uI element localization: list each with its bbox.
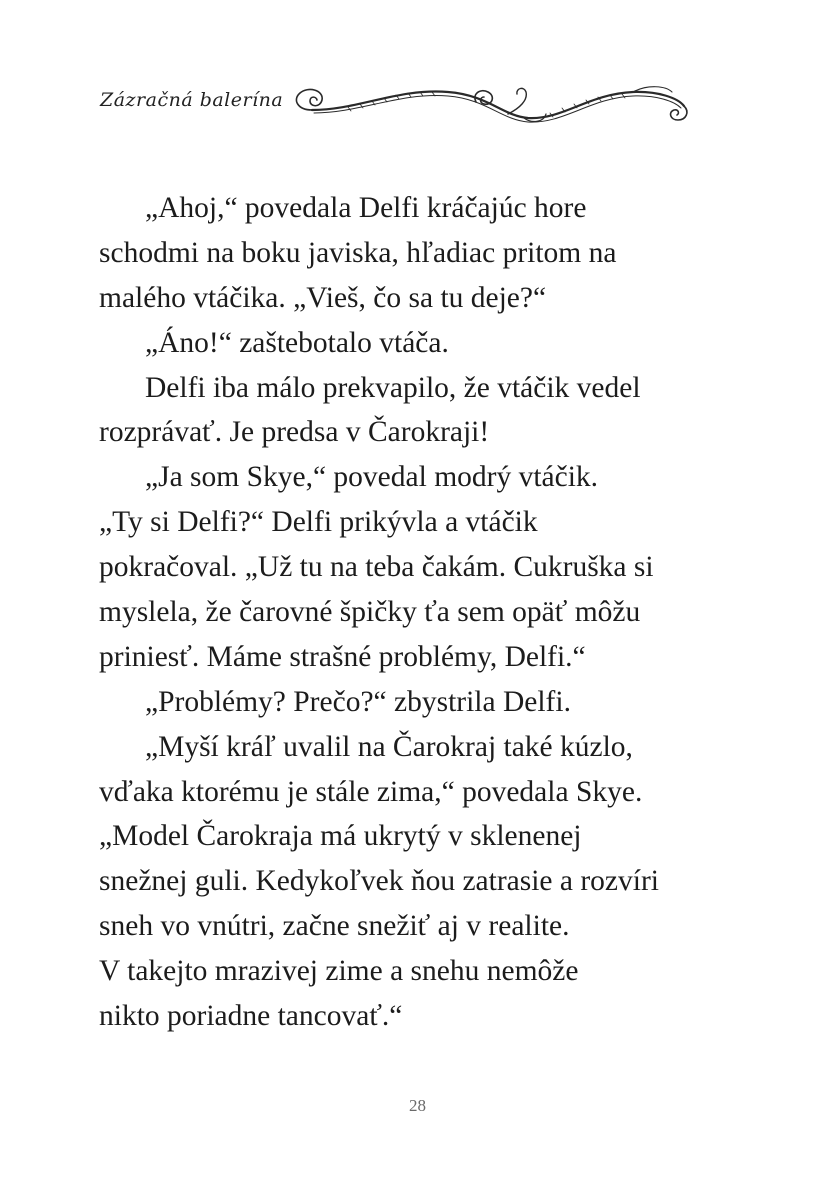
text-line: myslela, že čarovné špičky ťa sem opäť môžu xyxy=(99,596,641,629)
text-line: „Myší kráľ uvalil na Čarokraj také kúzlo, xyxy=(145,730,633,763)
text-line: priniesť. Máme strašné problémy, Delfi.“ xyxy=(99,640,586,673)
text-line: nikto poriadne tancovať.“ xyxy=(99,1000,403,1033)
text-line: „Ja som Skye,“ povedal modrý vtáčik. xyxy=(145,461,599,494)
text-line: snežnej guli. Kedykoľvek ňou zatrasie a rozvíri xyxy=(99,865,659,898)
text-line: V takejto mrazivej zime a snehu nemôže xyxy=(99,955,579,988)
text-line: „Model Čarokraja má ukrytý v sklenenej xyxy=(99,820,582,853)
text-line: rozprávať. Je predsa v Čarokraji! xyxy=(99,416,490,449)
text-line: „Ahoj,“ povedala Delfi kráčajúc hore xyxy=(145,192,587,224)
chapter-text xyxy=(99,186,709,1039)
text-line: „Problémy? Prečo?“ zbystrila Delfi. xyxy=(145,685,571,718)
text-line: „Áno!“ zaštebotalo vtáča. xyxy=(145,326,449,359)
page-number: 28 xyxy=(409,1096,426,1115)
text-line: „Ty si Delfi?“ Delfi prikývla a vtáčik xyxy=(99,506,538,539)
text-line: Delfi iba málo prekvapilo, že vtáčik vedel xyxy=(145,371,641,404)
text-line: malého vtáčika. „Vieš, čo sa tu deje?“ xyxy=(99,281,547,314)
running-title: Zázračná balerína xyxy=(100,89,284,111)
text-line: sneh vo vnútri, začne snežiť aj v realite. xyxy=(99,910,570,943)
text-line: schodmi na boku javiska, hľadiac pritom na xyxy=(99,236,617,269)
text-line: vďaka ktorému je stále zima,“ povedala Skye. xyxy=(99,775,643,808)
text-line: pokračoval. „Už tu na teba čakám. Cukruška si xyxy=(99,551,654,584)
scroll-flourish-icon xyxy=(288,80,698,130)
running-header xyxy=(100,80,700,130)
